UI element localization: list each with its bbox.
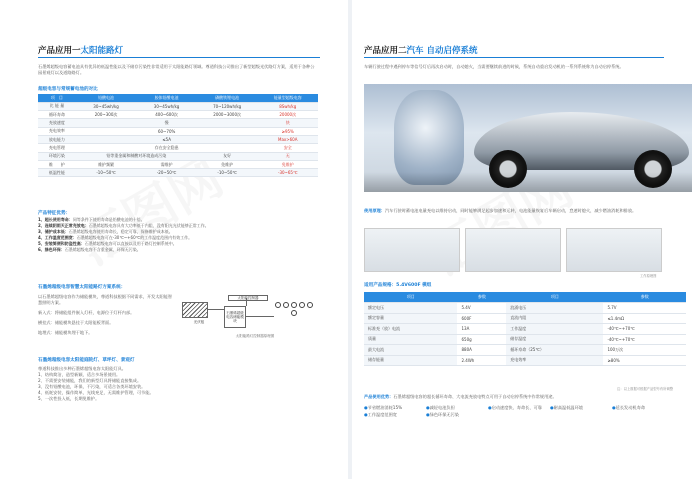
table-cell: -40℃~+70℃ xyxy=(603,334,686,345)
table-cell: 400~600次 xyxy=(136,111,197,119)
column-header: 磷酸铁锂电池 xyxy=(197,94,258,102)
table-cell: 充电效率 xyxy=(38,127,76,135)
table-cell: 60~70% xyxy=(76,127,258,135)
table-cell: 直流内阻 xyxy=(506,313,603,324)
garden-text xyxy=(38,366,318,402)
advantages-bullets xyxy=(364,404,686,418)
lamp-icon xyxy=(307,302,313,308)
comparison-table xyxy=(38,94,318,177)
intro-paragraph: 石墨烯超级电容蓄电池具有优异的低温性能以及不储存污染性非常适用于太阳能路灯领域。尊道科技公司推出了新型超级光伏路灯方案，适用于各种公园景观灯以及道路路灯。 xyxy=(38,64,315,75)
connector-line xyxy=(208,309,224,310)
table-cell: ≤1.4mΩ xyxy=(603,313,686,324)
table-cell: 30~45wh/kg xyxy=(136,102,197,110)
advantage-bullet xyxy=(550,404,612,411)
garden-line: 2、不需要安装储能，我们的新型灯具将储能直接集成。 xyxy=(38,378,142,383)
lamp-array xyxy=(274,300,314,328)
garden-heading: 石墨烯超级电容太阳能庭院灯、草坪灯、景观灯 xyxy=(38,358,135,363)
bullet-icon: ● xyxy=(426,405,430,410)
bullet-icon: ● xyxy=(612,405,616,410)
garden-line: 尊道科技推出多种石墨烯超级电容太阳能灯具。 xyxy=(38,366,126,371)
feature-text: 石墨烯超级电容不含重金属，环保无污染。 xyxy=(64,247,141,253)
robot-head xyxy=(394,90,464,185)
table-cell: 维护频繁 xyxy=(76,160,137,168)
table-cell: -40℃~+70℃ xyxy=(603,324,686,335)
table-cell: 低温性能 xyxy=(38,169,76,177)
lamp-icon xyxy=(291,310,297,316)
garden-line: 5、一次性投入低，长期免维护。 xyxy=(38,396,100,401)
feature-key: 2、连续阴雨天正常充放电： xyxy=(38,223,89,229)
system-diagram xyxy=(180,292,320,344)
table-row xyxy=(38,169,318,177)
table-cell: 环境污染 xyxy=(38,152,76,160)
advantage-bullet xyxy=(364,404,426,411)
section-title: 产品应用一太阳能路灯 xyxy=(38,46,124,56)
column-header: 能量型超级电容 xyxy=(257,94,318,102)
lamp-icon xyxy=(291,302,297,308)
table-cell: 免维护 xyxy=(257,160,318,168)
table-cell: 比 能 量 xyxy=(38,102,76,110)
table-cell: 600F xyxy=(457,313,506,324)
left-page xyxy=(0,0,348,479)
feature-key: 4、工作温度范围宽： xyxy=(38,235,77,241)
table-cell: 铅等重金属和制酸对环境造成污染 xyxy=(76,152,197,160)
table-cell: 100万次 xyxy=(603,345,686,356)
table-cell: 650g xyxy=(457,334,506,345)
table-row xyxy=(38,152,318,160)
column-header: 参数 xyxy=(603,292,686,303)
advantage-bullet xyxy=(488,404,550,411)
title-divider xyxy=(38,57,320,58)
table-cell: Max>60A xyxy=(257,135,318,143)
table-cell: 200~300次 xyxy=(76,111,137,119)
table-cell: 充放速度 xyxy=(38,119,76,127)
param-heading: 适用产品规格：5.4V600F 模组 xyxy=(364,283,432,288)
advantages-paragraph: 产品使用优势：石墨烯超级电容的超长循环寿命、大电流充放电特点可用于自动启停系统中作常规用途。 xyxy=(364,394,557,399)
table-cell: 放电能力 xyxy=(38,135,76,143)
features-list xyxy=(38,217,320,254)
column-header: 项 目 xyxy=(38,94,76,102)
garden-line: 3、没有铅酸电池，环保，不污染，可适合各类环境安装。 xyxy=(38,384,146,389)
table-header-row xyxy=(364,292,686,303)
principle-photo-1 xyxy=(364,228,460,272)
table-cell: 2000~3000次 xyxy=(197,111,258,119)
advantage-bullet xyxy=(426,411,488,418)
feature-text: 石墨烯超级电容可以直接以及用于路灯控制系统中。 xyxy=(84,241,177,247)
table-row xyxy=(38,111,318,119)
feature-item xyxy=(38,247,320,253)
table-row xyxy=(38,135,318,143)
table-row xyxy=(364,324,686,335)
advantage-text: 延长发动机寿命 xyxy=(615,405,645,410)
feature-key: 1、超长使用寿命： xyxy=(38,217,73,222)
advantage-bullet xyxy=(426,404,488,411)
table-cell: 2.4Wh xyxy=(457,355,506,366)
table-row xyxy=(364,313,686,324)
feature-text: 石墨烯超级电容具有大功率低于内阻，没有阳光光伏能够正常工作。 xyxy=(88,223,209,229)
bullet-icon: ● xyxy=(426,412,430,417)
table-cell: 安全 xyxy=(257,144,318,152)
table-row xyxy=(364,334,686,345)
table-cell: 标准充（放）电流 xyxy=(364,324,457,335)
advantage-text: 绿色环保无污染 xyxy=(429,412,459,417)
table-cell: 5.4V xyxy=(457,303,506,314)
table-cell: ≤5A xyxy=(76,135,258,143)
table-row xyxy=(38,144,318,152)
table-cell: 13A xyxy=(457,324,506,335)
table-cell: 需维护 xyxy=(136,160,197,168)
advantage-text: 启动速度快、寿命长、可靠 xyxy=(491,405,542,410)
principle-photo-3 xyxy=(566,228,662,272)
feature-key: 6、绿色环保： xyxy=(38,247,65,253)
table-cell: 浪涌电压 xyxy=(506,303,603,314)
table-cell: 880A xyxy=(457,345,506,356)
intro-paragraph: 车辆行驶过程中遇到停车等信号灯后再次启动时，自动熄火，当需要继续前进的时候，系统自动重启发动机的一系列系统称为自动启停系统。 xyxy=(364,64,624,69)
table-cell: 充电效率 xyxy=(506,355,603,366)
table-cell: 最大电流 xyxy=(364,345,457,356)
table-cell: 慢 xyxy=(76,119,258,127)
table-cell: 充电管理 xyxy=(38,144,76,152)
section-title: 产品应用二汽车 自动启停系统 xyxy=(364,46,478,56)
column-header: 参数 xyxy=(457,292,506,303)
feature-key: 3、储护成本低： xyxy=(38,229,69,235)
features-heading: 产品特征优势： xyxy=(38,211,71,216)
table-cell: 额定电压 xyxy=(364,303,457,314)
feature-key: 5、安装简便和防盗性高： xyxy=(38,241,85,247)
table-cell: 8Swh/kg xyxy=(257,102,318,110)
table-row xyxy=(38,160,318,168)
table-cell: -10~50℃ xyxy=(76,169,137,177)
solar-panel-icon xyxy=(182,302,208,318)
table-cell: 存在安全隐患 xyxy=(76,144,258,152)
principle-paragraph: 使用原理：汽车行驶时蓄电池电量充电以维持启动，同时能够满足起步加速和运转，电池能量恢复后车辆启动，怠速时熄火，减少燃油消耗和排放。 xyxy=(364,208,637,213)
solar-heading: 石墨烯超级电容智慧太阳能路灯方案系统： xyxy=(38,285,126,290)
table-cell: ≥80% xyxy=(603,355,686,366)
table-cell: 友好 xyxy=(197,152,258,160)
table-note: 注：以上数据可根据产品型号有所调整 xyxy=(617,387,674,391)
table-row xyxy=(38,127,318,135)
table-header-row xyxy=(38,94,318,102)
table-cell: 快 xyxy=(257,119,318,127)
lamp-icon xyxy=(275,302,281,308)
table-cell: 循环寿命 xyxy=(38,111,76,119)
advantage-bullet xyxy=(612,404,674,411)
ground-shadow xyxy=(364,172,692,192)
table-cell: 70~120wh/kg xyxy=(197,102,258,110)
table-cell: 工作温度 xyxy=(506,324,603,335)
advantage-bullet xyxy=(364,411,426,418)
bullet-icon: ● xyxy=(364,412,368,417)
table-cell: 无 xyxy=(257,152,318,160)
garden-line: 1、结构简洁，造型新颖，适合多场景使用。 xyxy=(38,372,121,377)
feature-text: 石墨烯超级电容可在-30℃~+60℃的工作温度范围内有效工作。 xyxy=(76,235,193,241)
table-cell: 20000次 xyxy=(257,111,318,119)
table-cell: 质量 xyxy=(364,334,457,345)
column-header: 项目 xyxy=(364,292,457,303)
table-row xyxy=(38,102,318,110)
advantage-text: 节省燃油消耗15% xyxy=(367,405,403,410)
table-row xyxy=(364,303,686,314)
bullet-icon: ● xyxy=(488,405,492,410)
advantage-text: 耐高温低温环境 xyxy=(553,405,583,410)
car-robot-image xyxy=(364,84,692,192)
table-cell: 储存能量 xyxy=(364,355,457,366)
feature-text: 同等条件下使用寿命是铅酸电池的十倍。 xyxy=(72,217,145,222)
table-row xyxy=(38,119,318,127)
table-cell: -10~50℃ xyxy=(197,169,258,177)
table-cell: 循环寿命（25℃） xyxy=(506,345,603,356)
table-row xyxy=(364,355,686,366)
column-header: 铅酸电池 xyxy=(76,94,137,102)
diagram-caption: 太阳能路灯控制器原理图 xyxy=(235,334,275,338)
controller-box: 太阳能控制器 xyxy=(228,295,268,301)
table-row xyxy=(364,345,686,356)
table-cell: 维 护 xyxy=(38,160,76,168)
solar-text: 以石墨烯超级电容作为储能模块，尊道科技根据不同需求，开发太阳能智慧照明方案。 新入式：将储能组件嵌入灯杆，电源位于灯杆内部。 横挂式：储能模块悬挂于太阳能板背面。 地埋式：储能模块埋于地下。 xyxy=(38,294,173,335)
column-header: 项目 xyxy=(506,292,603,303)
table-cell: -30~65℃ xyxy=(257,169,318,177)
principle-photo-2 xyxy=(465,228,561,272)
table-cell: ≥95% xyxy=(257,127,318,135)
table-cell: 储存温度 xyxy=(506,334,603,345)
lamp-icon xyxy=(283,302,289,308)
photo-caption: 工作原理图 xyxy=(640,274,657,278)
connector-line xyxy=(246,298,247,306)
feature-text: 石墨烯超级电容使用寿命长，稳定可靠，保修维护成本低。 xyxy=(68,229,173,235)
table-cell: -20~50℃ xyxy=(136,169,197,177)
right-page xyxy=(352,0,700,479)
bullet-icon: ● xyxy=(364,405,368,410)
garden-line: 4、低耗安装，操作简单，光线充足，无需维护管理，可节能。 xyxy=(38,390,154,395)
table-cell: 5.7V xyxy=(603,303,686,314)
table-cell: 30~45wh/kg xyxy=(76,102,137,110)
lamp-icon xyxy=(299,302,305,308)
bullet-icon: ● xyxy=(550,405,554,410)
title-divider xyxy=(364,57,664,58)
column-header: 胶体铅酸电池 xyxy=(136,94,197,102)
parameter-table xyxy=(364,292,686,366)
advantage-text: 减轻电池负担 xyxy=(429,405,455,410)
storage-box: 石墨烯超级电容储能模块 xyxy=(224,306,246,328)
advantage-text: 工作温度范围宽 xyxy=(367,412,397,417)
table-cell: 额定容量 xyxy=(364,313,457,324)
connector-line xyxy=(246,316,274,317)
comparison-heading: 超级电容与常规蓄电池的对比 xyxy=(38,87,98,92)
table-cell: 免维护 xyxy=(197,160,258,168)
panel-label: 光伏板 xyxy=(193,320,205,324)
